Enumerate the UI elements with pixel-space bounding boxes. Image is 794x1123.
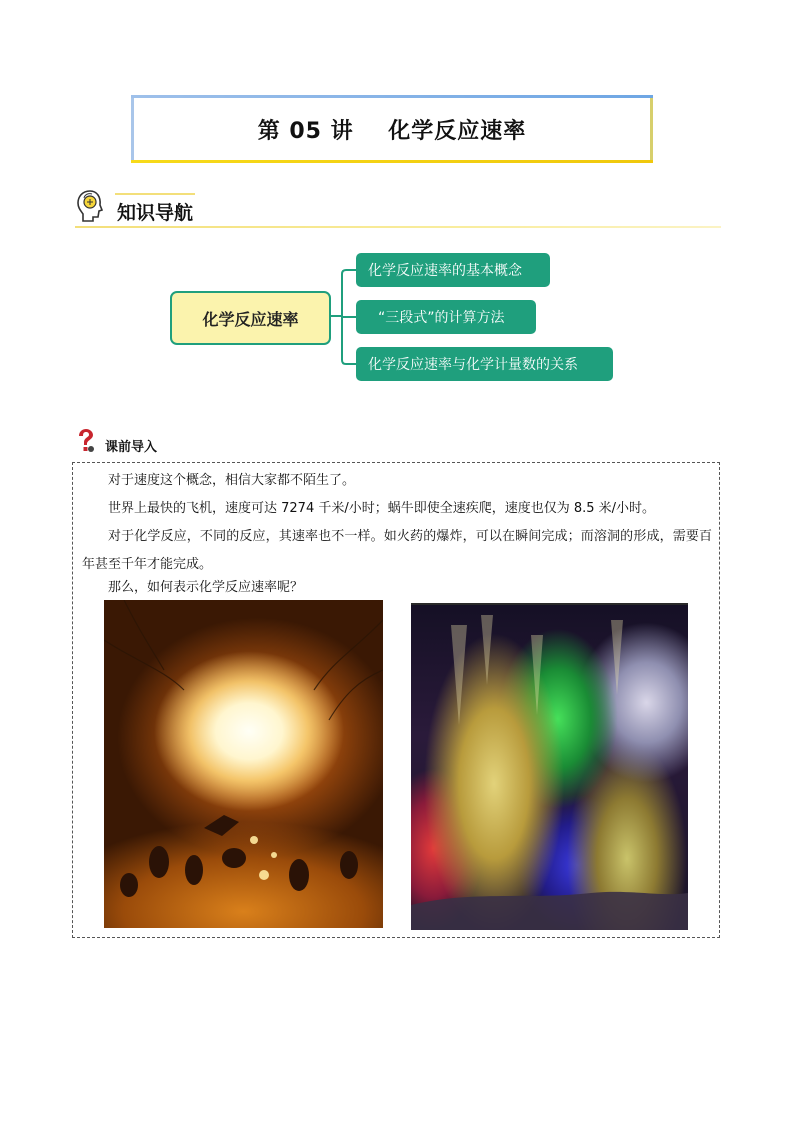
gunpowder-explosion-photo — [104, 600, 383, 928]
intro-paragraph-3: 对于化学反应，不同的反应，其速率也不一样。如火药的爆炸，可以在瞬间完成；而溶洞的形成，需要百年甚至千年才能完成。 — [82, 529, 712, 572]
mindmap-branch-concept: 化学反应速率的基本概念 — [356, 253, 550, 287]
intro-paragraph-1: 对于速度这个概念，相信大家都不陌生了。 — [108, 473, 356, 488]
intro-paragraph-2: 世界上最快的飞机，速度可达 7274 千米/小时；蜗牛即使全速疾爬，速度也仅为 8.5 米/小时。 — [108, 501, 656, 516]
karst-cave-photo — [411, 603, 688, 930]
intro-title: 课前导入 — [105, 440, 158, 455]
mindmap-connectors — [0, 0, 794, 400]
mindmap-branch-calculation: “三段式”的计算方法 — [356, 300, 536, 334]
question-mark-icon — [75, 428, 97, 454]
mindmap-branch-stoichiometry: 化学反应速率与化学计量数的关系 — [356, 347, 613, 381]
intro-paragraph-4: 那么，如何表示化学反应速率呢？ — [108, 580, 304, 595]
lesson-title: 第 05 讲 化学反应速率 — [257, 118, 527, 144]
mindmap-root: 化学反应速率 — [170, 291, 331, 345]
section-title: 知识导航 — [117, 202, 194, 224]
